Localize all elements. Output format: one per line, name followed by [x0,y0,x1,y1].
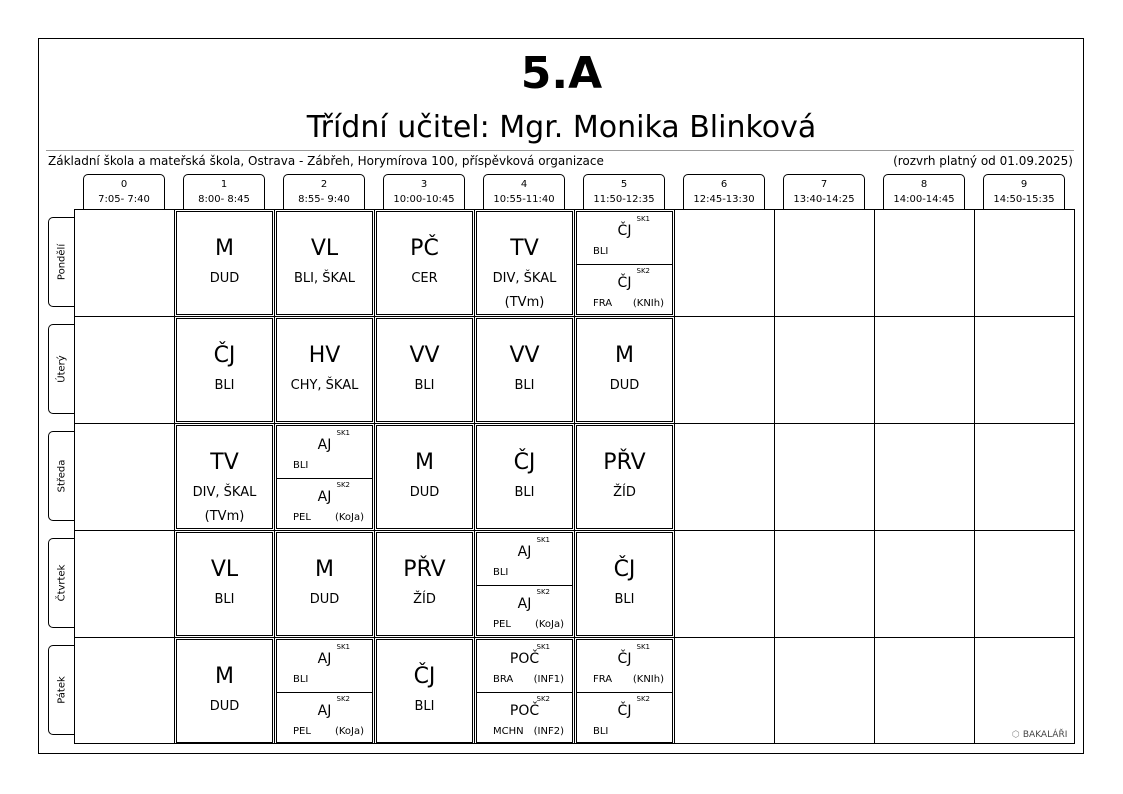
grid-column-line [674,209,675,744]
day-name: Středa [56,459,68,493]
lesson-subject: VL [210,557,239,582]
lesson-teacher: BLI [514,378,535,393]
lesson-subject: VL [310,236,339,261]
lesson-cell [476,318,573,422]
period-number: 7 [820,179,828,190]
lesson-subject: M [315,557,334,582]
lesson-cell [176,425,273,529]
lesson-subject: ČJ [617,651,632,667]
group-label: SK1 [536,536,550,544]
lesson-teacher: BLI [493,567,509,578]
lesson-subject: ČJ [413,664,436,689]
lesson-teacher: DUD [309,592,340,607]
lesson-cell [176,532,273,636]
lesson-subject: POČ [509,651,540,667]
grid-column-line [874,209,875,744]
grid-column-line [374,209,375,744]
lesson-teacher: CER [411,271,438,286]
lesson-teacher: PEL [293,512,311,523]
grid-column-line [274,209,275,744]
grid-column-line [174,209,175,744]
lesson-group [277,478,372,530]
lesson-subject: TV [210,450,239,475]
lesson-cell [376,532,473,636]
lesson-subject: AJ [317,703,332,719]
lesson-subject: ČJ [617,703,632,719]
lesson-teacher: BLI [514,485,535,500]
grid-column-line [774,209,775,744]
lesson-teacher: FRA [593,298,613,309]
period-time: 14:50-15:35 [993,194,1055,205]
period-time: 12:45-13:30 [693,194,755,205]
period-number: 8 [920,179,928,190]
period-time: 7:05- 7:40 [98,194,150,205]
lesson-group [477,640,572,693]
lesson-subject: AJ [517,544,532,560]
grid-row-line [74,637,1075,638]
lesson-group [477,533,572,586]
group-label: SK2 [336,481,350,489]
lesson-cell [376,639,473,743]
day-name: Čtvrtek [56,564,68,602]
period-number: 1 [220,179,228,190]
period-header [483,174,565,210]
grid-row-line [74,423,1075,424]
period-number: 9 [1020,179,1028,190]
lesson-subject: M [215,664,234,689]
lesson-group [477,585,572,637]
group-label: SK2 [636,695,650,703]
school-name: Základní škola a mateřská škola, Ostrava - Zábřeh, Horymírova 100, příspěvková organizace [48,154,604,168]
lesson-cell [576,532,673,636]
group-label: SK1 [536,643,550,651]
group-label: SK2 [636,267,650,275]
period-time: 13:40-14:25 [793,194,855,205]
lesson-room: (KNIh) [632,298,664,309]
lesson-cell [376,318,473,422]
lesson-teacher: DUD [609,378,640,393]
lesson-teacher: BLI [593,726,609,737]
lesson-cell [176,318,273,422]
lesson-cell [276,425,373,529]
lesson-cell [576,425,673,529]
lesson-subject: PŘV [403,557,446,582]
period-number: 5 [620,179,628,190]
lesson-subject: AJ [517,596,532,612]
grid-row-line [74,316,1075,317]
lesson-subject: M [615,343,634,368]
lesson-teacher: BLI [614,592,635,607]
period-header [983,174,1065,210]
lesson-teacher: BLI [293,674,309,685]
day-label [48,324,75,414]
lesson-teacher: BLI [214,592,235,607]
lesson-cell [576,639,673,743]
group-label: SK1 [336,429,350,437]
period-header [183,174,265,210]
lesson-group [277,640,372,693]
brand-label: BAKALÁŘI [1022,730,1068,740]
header-divider [46,150,1074,151]
day-label [48,217,75,307]
period-number: 3 [420,179,428,190]
lesson-teacher: PEL [493,619,511,630]
lesson-subject: ČJ [213,343,236,368]
grid-column-line [974,209,975,744]
lesson-teacher: BRA [493,674,514,685]
lesson-teacher: DUD [209,271,240,286]
period-header [583,174,665,210]
lesson-group [477,692,572,744]
lesson-room: (TVm) [204,509,245,524]
group-label: SK1 [336,643,350,651]
grid-column-line [474,209,475,744]
lesson-subject: ČJ [613,557,636,582]
group-label: SK2 [336,695,350,703]
lesson-room: (KNIh) [632,674,664,685]
lesson-teacher: PEL [293,726,311,737]
lesson-cell [176,639,273,743]
lesson-teacher: BLI [293,460,309,471]
grid-row-line [74,530,1075,531]
lesson-teacher: BLI [414,378,435,393]
period-number: 6 [720,179,728,190]
schedule-validity: (rozvrh platný od 01.09.2025) [893,154,1073,168]
lesson-teacher: DIV, ŠKAL [192,485,257,500]
lesson-cell [176,211,273,315]
period-time: 14:00-14:45 [893,194,955,205]
lesson-subject: AJ [317,437,332,453]
lesson-subject: VV [509,343,540,368]
day-name: Pátek [56,676,68,704]
lesson-subject: ČJ [617,275,632,291]
lesson-subject: PČ [410,236,439,261]
lesson-group [577,264,672,316]
lesson-room: (KoJa) [334,726,364,737]
period-header [283,174,365,210]
period-header [883,174,965,210]
group-label: SK1 [636,215,650,223]
lesson-subject: PŘV [603,450,646,475]
lesson-cell [576,318,673,422]
brand-footer [1012,729,1067,741]
lesson-teacher: DUD [209,699,240,714]
bakalari-logo-icon: ⬡ [1012,730,1020,740]
lesson-teacher: BLI, ŠKAL [294,271,355,286]
lesson-subject: ČJ [617,223,632,239]
lesson-cell [276,639,373,743]
period-number: 2 [320,179,328,190]
period-time: 8:55- 9:40 [298,194,350,205]
lesson-subject: AJ [317,651,332,667]
class-title: 5.A [520,48,603,99]
lesson-teacher: BLI [214,378,235,393]
lesson-teacher: DUD [409,485,440,500]
group-label: SK1 [636,643,650,651]
period-header [83,174,165,210]
day-label [48,645,75,735]
lesson-teacher: CHY, ŠKAL [290,378,359,393]
day-label [48,431,75,521]
period-time: 8:00- 8:45 [198,194,250,205]
lesson-subject: AJ [317,489,332,505]
lesson-group [277,426,372,479]
period-header [783,174,865,210]
lesson-group [577,692,672,744]
lesson-cell [476,639,573,743]
lesson-subject: M [415,450,434,475]
lesson-teacher: FRA [593,674,613,685]
period-header [683,174,765,210]
lesson-room: (INF1) [533,674,564,685]
day-label [48,538,75,628]
lesson-cell [376,211,473,315]
lesson-subject: M [215,236,234,261]
period-header [383,174,465,210]
lesson-group [277,692,372,744]
lesson-cell [576,211,673,315]
lesson-subject: ČJ [513,450,536,475]
period-number: 4 [520,179,528,190]
lesson-cell [276,211,373,315]
group-label: SK2 [536,588,550,596]
period-time: 11:50-12:35 [593,194,655,205]
lesson-teacher: MCHN [493,726,524,737]
lesson-subject: HV [308,343,341,368]
lesson-room: (TVm) [504,295,545,310]
lesson-cell [276,318,373,422]
lesson-room: (KoJa) [534,619,564,630]
lesson-cell [476,425,573,529]
period-time: 10:00-10:45 [393,194,455,205]
class-teacher: Třídní učitel: Mgr. Monika Blinková [306,110,817,145]
lesson-group [577,640,672,693]
lesson-teacher: BLI [414,699,435,714]
group-label: SK2 [536,695,550,703]
lesson-cell [376,425,473,529]
day-name: Pondělí [56,243,68,281]
lesson-teacher: ŽÍD [413,592,436,607]
lesson-subject: TV [510,236,539,261]
lesson-teacher: BLI [593,246,609,257]
day-name: Úterý [56,355,68,383]
lesson-subject: VV [409,343,440,368]
lesson-cell [276,532,373,636]
lesson-cell [476,532,573,636]
lesson-room: (KoJa) [334,512,364,523]
lesson-group [577,212,672,265]
lesson-teacher: ŽÍD [613,485,636,500]
period-number: 0 [120,179,128,190]
lesson-cell [476,211,573,315]
grid-column-line [574,209,575,744]
lesson-teacher: DIV, ŠKAL [492,271,557,286]
lesson-room: (INF2) [533,726,564,737]
period-time: 10:55-11:40 [493,194,555,205]
lesson-subject: POČ [509,703,540,719]
